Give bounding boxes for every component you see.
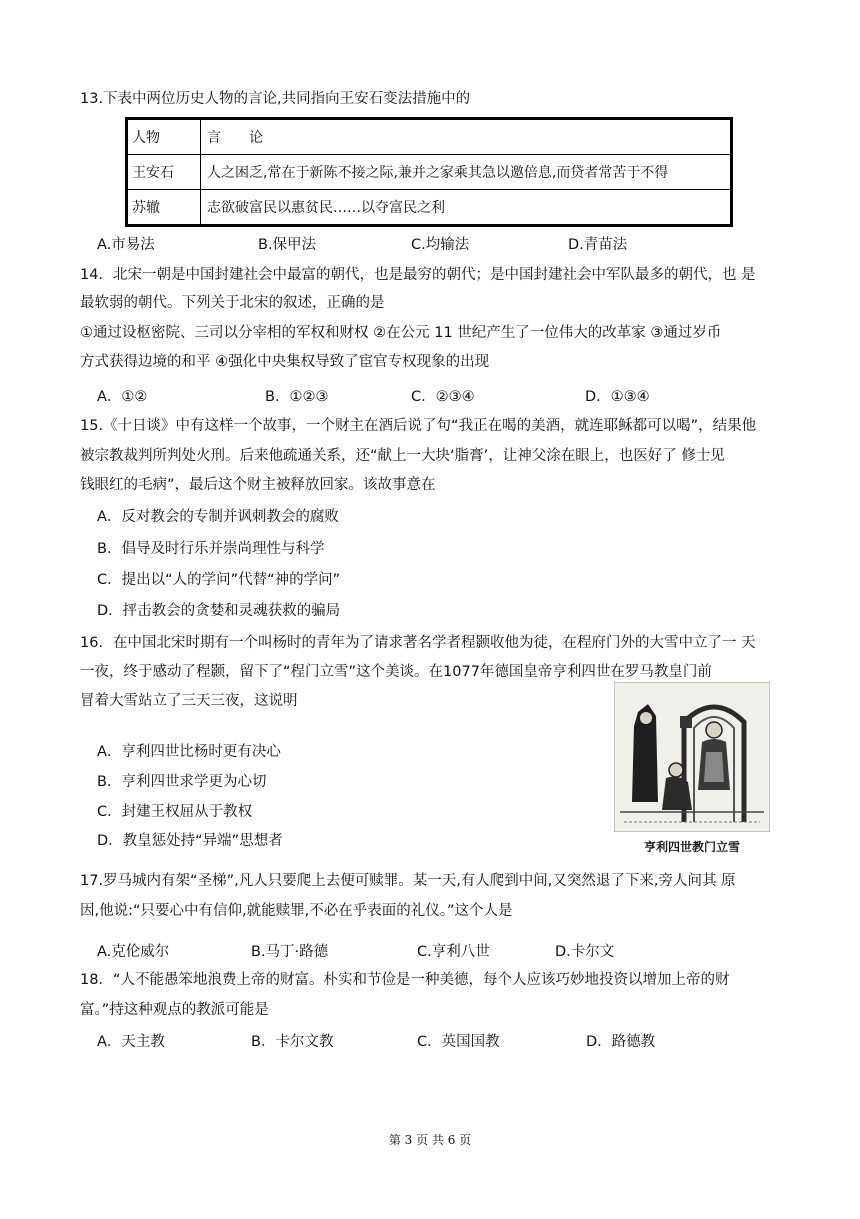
table-cell: 人物 (127, 119, 201, 155)
q16-option-d: D．教皇惩处持“异端”思想者 (97, 833, 283, 849)
q15-line-3: 钱眼红的毛病”，最后这个财主被释放回家。该故事意在 (80, 477, 436, 493)
table-row (127, 119, 732, 155)
q13-stem: 13.下表中两位历史人物的言论,共同指向王安石变法措施中的 (80, 91, 471, 107)
q14-line-2: 最软弱的朝代。下列关于北宋的叙述，正确的是 (80, 295, 385, 311)
table-cell: 人之困乏,常在于新陈不接之际,兼并之家乘其急以邀倍息,而贷者常苦于不得 (201, 155, 732, 190)
table-row (127, 190, 732, 226)
q16-option-a: A．亨利四世比杨时更有决心 (97, 744, 281, 760)
option-c: C.均输法 (411, 237, 470, 253)
figure-caption: 亨利四世教门立雪 (643, 840, 740, 854)
q14-line-4: 方式获得边境的和平 ④强化中央集权导致了宦官专权现象的出现 (80, 354, 490, 370)
q14-line-3: ①通过设枢密院、三司以分宰相的军权和财权 ②在公元 11 世纪产生了一位伟大的改革家 ③通过岁币 (80, 325, 722, 341)
option-d: D．①③④ (585, 389, 650, 405)
option-b: B.保甲法 (258, 237, 317, 253)
option-a: A．天主教 (97, 1034, 165, 1050)
page-number-footer: 第 3 页 共 6 页 (388, 1133, 472, 1147)
option-d: D．路德教 (586, 1034, 656, 1050)
q13-quote-table (125, 117, 733, 227)
option-b: B．卡尔文教 (251, 1034, 334, 1050)
option-c: C．英国国教 (417, 1034, 500, 1050)
q15-line-2: 被宗教裁判所判处火刑。后来他疏通关系，还“献上一大块‘脂膏’，让神父涂在眼上，也医好了 修士见 (80, 448, 725, 464)
q18-line-2: 富。”持这种观点的教派可能是 (80, 1002, 269, 1018)
q15-line-1: 15.《十日谈》中有这样一个故事，一个财主在酒后说了句“我正在喝的美酒，就连耶稣都可以喝”，结果他 (80, 418, 757, 434)
q16-option-b: B．亨利四世求学更为心切 (97, 774, 267, 790)
table-cell: 王安石 (127, 155, 201, 190)
q15-option-b: B．倡导及时行乐并崇尚理性与科学 (97, 541, 325, 557)
option-d: D.青苗法 (568, 237, 628, 253)
table-cell: 苏辙 (127, 190, 201, 226)
q15-option-c: C．提出以“人的学问”代替“神的学问” (97, 572, 341, 588)
option-d: D.卡尔文 (555, 944, 615, 960)
option-a: A.市易法 (97, 237, 155, 253)
q16-line-3: 冒着大雪站立了三天三夜，这说明 (80, 693, 298, 709)
option-c: C．②③④ (411, 389, 475, 405)
option-b: B.马丁·路德 (251, 944, 329, 960)
q16-line-1: 16．在中国北宋时期有一个叫杨时的青年为了请求著名学者程颢收他为徒，在程府门外的大雪中立了一 天 (80, 635, 756, 651)
option-c: C.亨利八世 (417, 944, 490, 960)
q16-line-2: 一夜，终于感动了程颢，留下了“程门立雪”这个美谈。在1077年德国皇帝亨利四世在罗马教皇门前 (80, 664, 712, 680)
q14-line-1: 14．北宋一朝是中国封建社会中最富的朝代，也是最穷的朝代；是中国封建社会中军队最多的朝代，也 是 (80, 267, 756, 283)
q16-option-c: C．封建王权屈从于教权 (97, 804, 253, 820)
option-b: B．①②③ (265, 389, 329, 405)
manuscript-image (614, 682, 770, 832)
table-cell: 志欲破富民以惠贫民……以夺富民之利 (201, 190, 732, 226)
q15-option-d: D．抨击教会的贪婪和灵魂获救的骗局 (97, 603, 341, 619)
q18-line-1: 18．“人不能愚笨地浪费上帝的财富。朴实和节俭是一种美德，每个人应该巧妙地投资以增加上帝的财 (80, 972, 730, 988)
table-cell: 言 论 (201, 119, 732, 155)
option-a: A.克伦威尔 (97, 944, 170, 960)
table-row (127, 155, 732, 190)
henry-iv-illustration (614, 682, 770, 856)
q17-line-2: 因,他说:“只要心中有信仰,就能赎罪,不必在乎表面的礼仪。”这个人是 (80, 903, 513, 919)
q15-option-a: A．反对教会的专制并讽刺教会的腐败 (97, 509, 339, 525)
q17-line-1: 17.罗马城内有架“圣梯”,凡人只要爬上去便可赎罪。某一天,有人爬到中间,又突然退了下来,旁人问其 原 (80, 873, 736, 889)
option-a: A．①② (97, 389, 148, 405)
